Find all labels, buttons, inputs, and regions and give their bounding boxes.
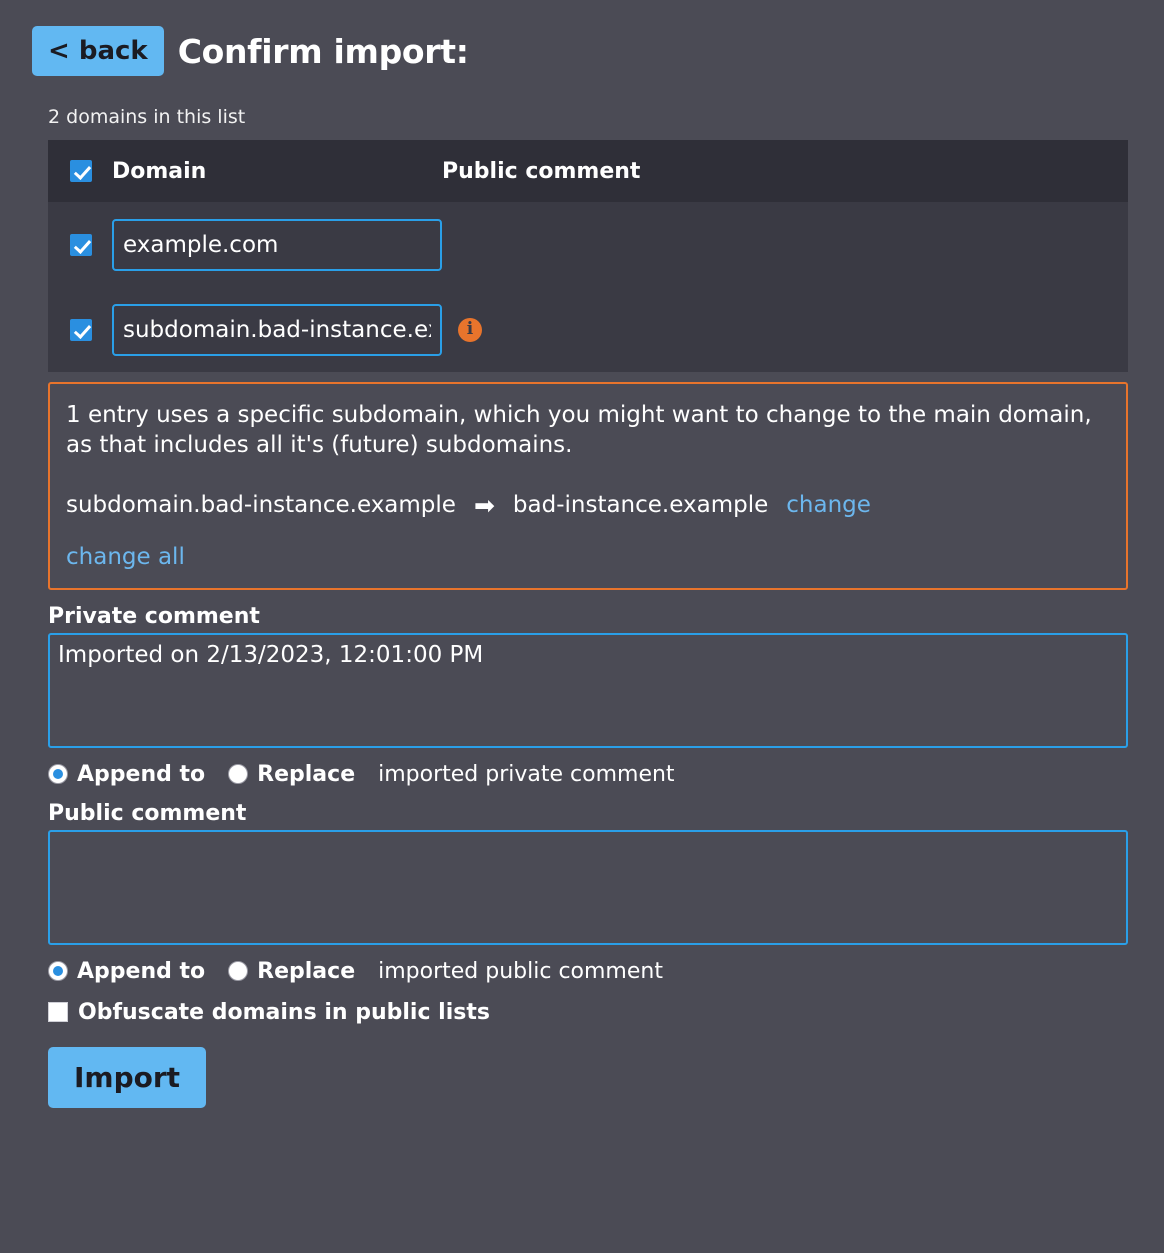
subdomain-warning-panel [48, 382, 1128, 590]
domain-count-label: 2 domains in this list [48, 106, 246, 128]
public-replace-label: Replace [257, 958, 356, 984]
public-comment-mode-group [48, 959, 1132, 984]
back-button[interactable]: < back [32, 26, 164, 76]
public-append-label: Append to [77, 958, 206, 984]
subdomain-mapping-row [66, 491, 1110, 520]
column-header-public-comment: Public comment [442, 158, 641, 184]
private-comment-mode-group [48, 762, 1132, 787]
row-checkbox-1[interactable] [70, 234, 92, 256]
domain-input-2[interactable] [112, 304, 442, 356]
private-mode-tail: imported private comment [378, 761, 675, 787]
private-comment-textarea[interactable] [48, 633, 1128, 748]
mapping-from: subdomain.bad-instance.example [66, 492, 456, 519]
select-all-checkbox[interactable] [70, 160, 92, 182]
row-checkbox-2[interactable] [70, 319, 92, 341]
table-row [48, 202, 1128, 287]
page-title: Confirm import: [177, 31, 469, 71]
change-all-link[interactable]: change all [66, 543, 185, 570]
change-link[interactable]: change [786, 492, 871, 519]
info-icon[interactable]: i [458, 318, 482, 342]
public-replace-radio[interactable] [228, 961, 248, 981]
public-comment-label: Public comment [48, 800, 247, 826]
column-header-domain: Domain [112, 158, 207, 184]
page-header [32, 26, 1132, 76]
obfuscate-checkbox[interactable] [48, 1002, 68, 1022]
table-row [48, 287, 1128, 372]
table-header-row [48, 140, 1128, 202]
private-replace-label: Replace [257, 761, 356, 787]
public-mode-tail: imported public comment [378, 958, 663, 984]
private-comment-label: Private comment [48, 603, 260, 629]
public-append-radio[interactable] [48, 961, 68, 981]
import-button[interactable]: Import [48, 1047, 206, 1108]
warning-text: 1 entry uses a specific subdomain, which you might want to change to the main domain, as that includes all it's (future) subdomains. [66, 402, 1092, 459]
obfuscate-label: Obfuscate domains in public lists [78, 999, 490, 1025]
private-replace-radio[interactable] [228, 764, 248, 784]
obfuscate-row [48, 1000, 1132, 1025]
mapping-to: bad-instance.example [512, 492, 769, 519]
domain-input-1[interactable] [112, 219, 442, 271]
private-append-label: Append to [77, 761, 206, 787]
private-append-radio[interactable] [48, 764, 68, 784]
public-comment-textarea[interactable] [48, 830, 1128, 945]
domains-table [48, 140, 1128, 372]
arrow-right-icon: ➡ [473, 490, 495, 520]
